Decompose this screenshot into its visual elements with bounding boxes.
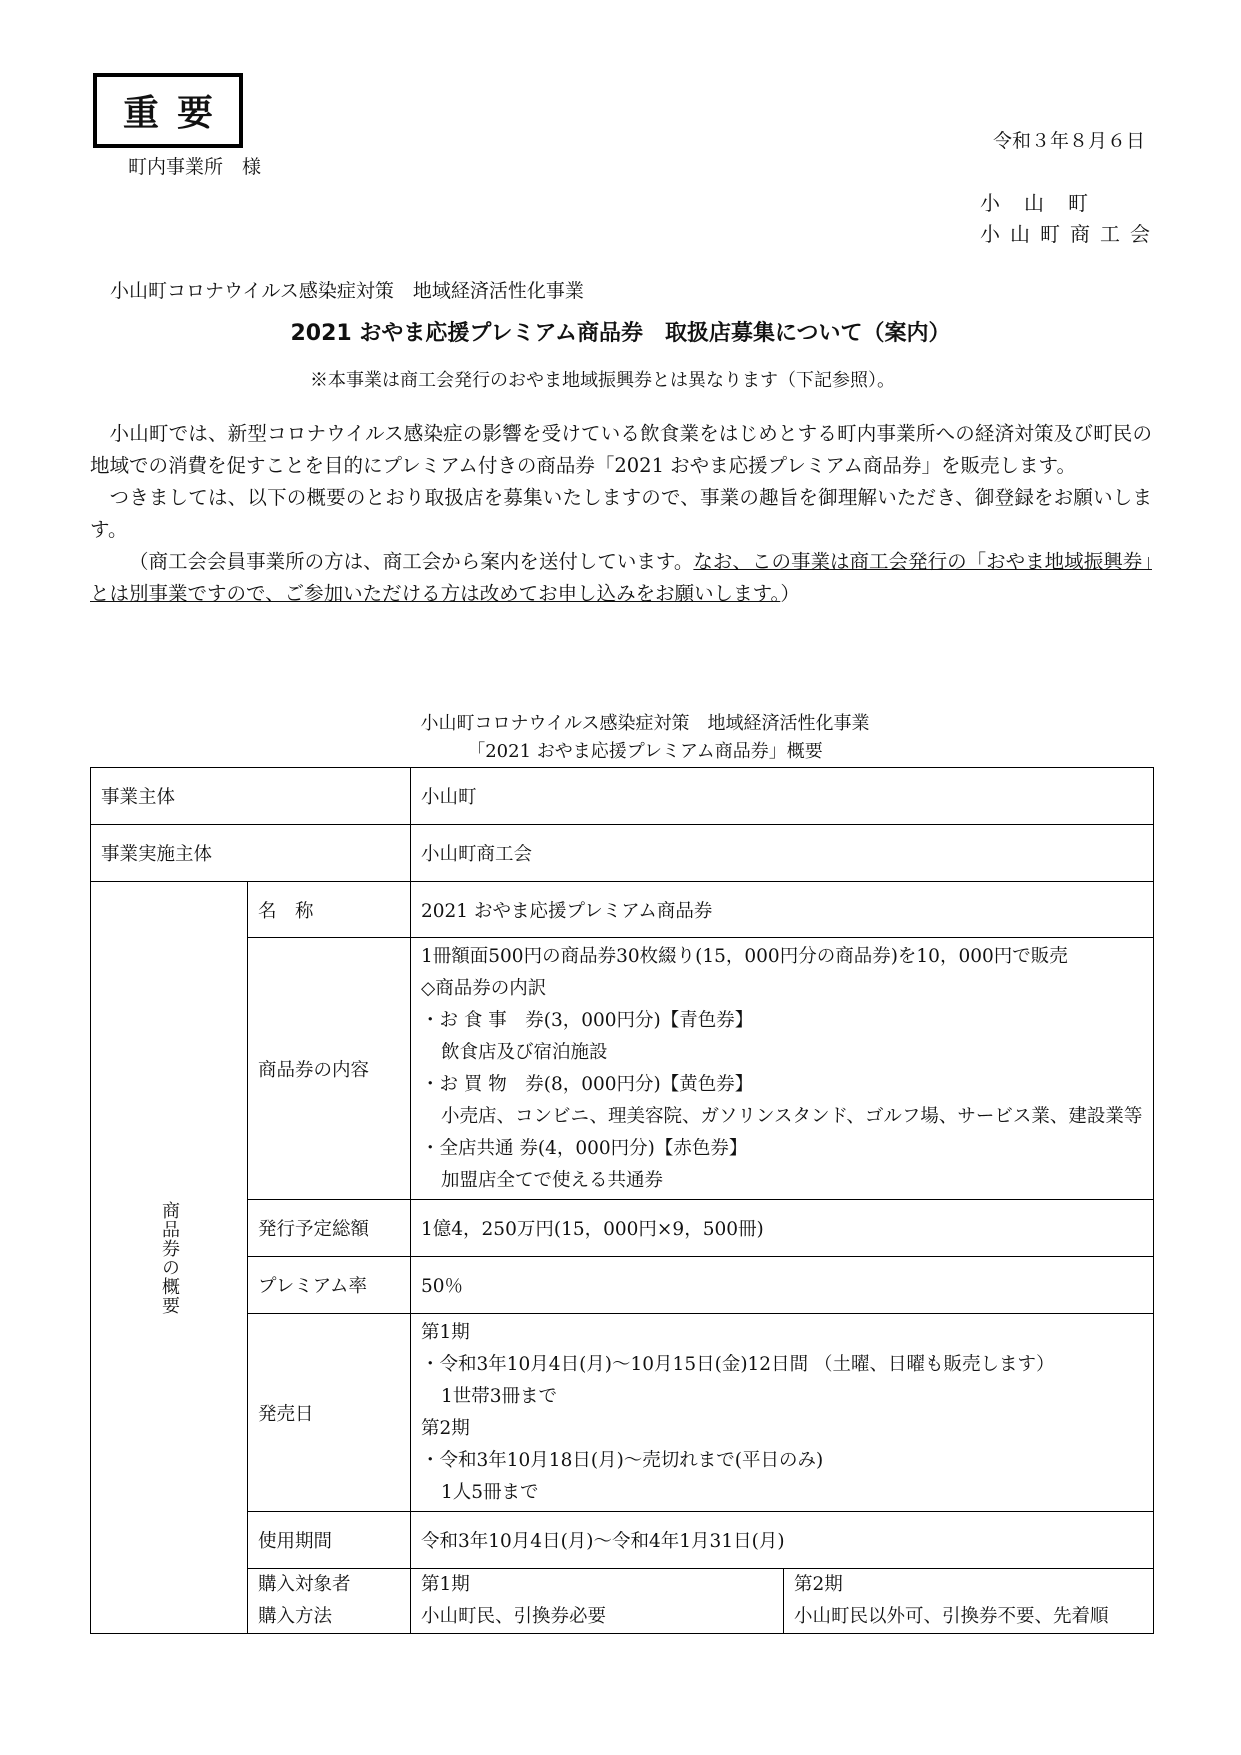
content-line: 加盟店全てで使える共通券 <box>441 1169 664 1191</box>
paragraph-2: つきましては、以下の概要のとおり取扱店を募集いたしますので、事業の趣旨を御理解いただき、御登録をお願いします。 <box>90 486 1152 541</box>
project-name: 小山町コロナウイルス感染症対策 地域経済活性化事業 <box>110 280 584 302</box>
sale-date-line: 1世帯3冊まで <box>441 1385 558 1407</box>
purchase-method-label: 購入方法 <box>258 1606 333 1627</box>
content-line: ・お 買 物 券(8，000円分)【黄色券】 <box>421 1073 754 1095</box>
operator-value: 小山町 <box>411 768 1154 825</box>
recipient: 町内事業所 様 <box>128 156 262 178</box>
premium-rate-label: プレミアム率 <box>248 1257 411 1314</box>
operator-label: 事業主体 <box>91 768 411 825</box>
issue-total-value: 1億4，250万円(15，000円×9，500冊) <box>411 1200 1154 1257</box>
paragraph-3-end: ） <box>780 582 800 605</box>
notice-note: ※本事業は商工会発行のおやま地域振興券とは異なります（下記参照）。 <box>310 370 895 391</box>
purchase-label <box>248 1569 411 1634</box>
table-row <box>91 1512 1154 1569</box>
sale-date-line: ・令和3年10月4日(月)～10月15日(金)12日間 （土曜、日曜も販売します） <box>421 1353 1055 1375</box>
name-value: 2021 おやま応援プレミアム商品券 <box>411 882 1154 938</box>
usage-period-label: 使用期間 <box>248 1512 411 1569</box>
phase2-title: 第2期 <box>794 1574 843 1595</box>
table-row <box>91 1257 1154 1314</box>
group-label: 商品券の概要 <box>159 1200 180 1315</box>
table-row <box>91 825 1154 882</box>
paragraph-3-plain: （商工会会員事業所の方は、商工会から案内を送付しています。 <box>129 550 694 573</box>
phase1-value: 小山町民、引換券必要 <box>421 1606 607 1627</box>
sale-date-value <box>411 1314 1154 1512</box>
sale-date-line: ・令和3年10月18日(月)～売切れまで(平日のみ) <box>421 1449 824 1471</box>
overview-caption-line2: 「2021 おやま応援プレミアム商品券」概要 <box>467 741 823 762</box>
important-stamp: 重要 <box>93 73 243 148</box>
paragraph-1: 小山町では、新型コロナウイルス感染症の影響を受けている飲食業をはじめとする町内事業所への経済対策及び町民の地域での消費を促すことを目的にプレミアム付きの商品券「2021 おやま応援プレミアム商品券」を販売します。 <box>90 422 1152 477</box>
overview-table <box>90 767 1154 1634</box>
sender-town: 小山町 <box>980 191 1112 215</box>
page-title: 2021 おやま応援プレミアム商品券 取扱店募集について（案内） <box>290 321 951 346</box>
table-row <box>91 1569 1154 1634</box>
body-text <box>90 418 1152 610</box>
usage-period-value: 令和3年10月4日(月)～令和4年1月31日(月) <box>411 1512 1154 1569</box>
phase1-cell <box>411 1569 784 1634</box>
sale-date-line: 1人5冊まで <box>441 1481 539 1503</box>
purchase-target-label: 購入対象者 <box>258 1574 351 1595</box>
table-row <box>91 882 1154 938</box>
table-row <box>91 1314 1154 1512</box>
content-label: 商品券の内容 <box>248 938 411 1200</box>
content-line: ・全店共通 券(4，000円分)【赤色券】 <box>421 1137 748 1159</box>
phase2-value: 小山町民以外可、引換券不要、先着順 <box>794 1606 1109 1627</box>
phase1-title: 第1期 <box>421 1574 470 1595</box>
group-label-cell <box>91 882 248 1634</box>
table-row <box>91 1200 1154 1257</box>
implementer-label: 事業実施主体 <box>91 825 411 882</box>
table-row <box>91 768 1154 825</box>
sale-date-label: 発売日 <box>248 1314 411 1512</box>
sale-date-line: 第2期 <box>421 1417 470 1439</box>
overview-caption-line1: 小山町コロナウイルス感染症対策 地域経済活性化事業 <box>420 713 870 734</box>
content-line: 飲食店及び宿泊施設 <box>441 1041 608 1063</box>
table-row <box>91 938 1154 1200</box>
content-line: ・お 食 事 券(3，000円分)【青色券】 <box>421 1009 754 1031</box>
phase2-cell <box>784 1569 1154 1634</box>
issue-total-label: 発行予定総額 <box>248 1200 411 1257</box>
content-line: ◇商品券の内訳 <box>421 977 547 999</box>
name-label: 名 称 <box>248 882 411 938</box>
implementer-value: 小山町商工会 <box>411 825 1154 882</box>
paragraph-3-underlined: なお、この事業は商工会発行の「おやま地域振興券」とは別事業ですので、ご参加いただける方は改めてお申し込みをお願いします。 <box>90 550 1152 605</box>
paragraph-3 <box>90 546 1152 610</box>
sale-date-line: 第1期 <box>421 1321 470 1343</box>
document-date: 令和３年８月６日 <box>992 130 1145 152</box>
premium-rate-value: 50％ <box>411 1257 1154 1314</box>
content-line: 1冊額面500円の商品券30枚綴り(15，000円分の商品券)を10，000円で販売 <box>421 945 1068 967</box>
sender-chamber: 小山町商工会 <box>980 222 1160 246</box>
content-value <box>411 938 1154 1200</box>
overview-caption <box>0 710 1241 766</box>
content-line: 小売店、コンビニ、理美容院、ガソリンスタンド、ゴルフ場、サービス業、建設業等 <box>441 1105 1143 1127</box>
